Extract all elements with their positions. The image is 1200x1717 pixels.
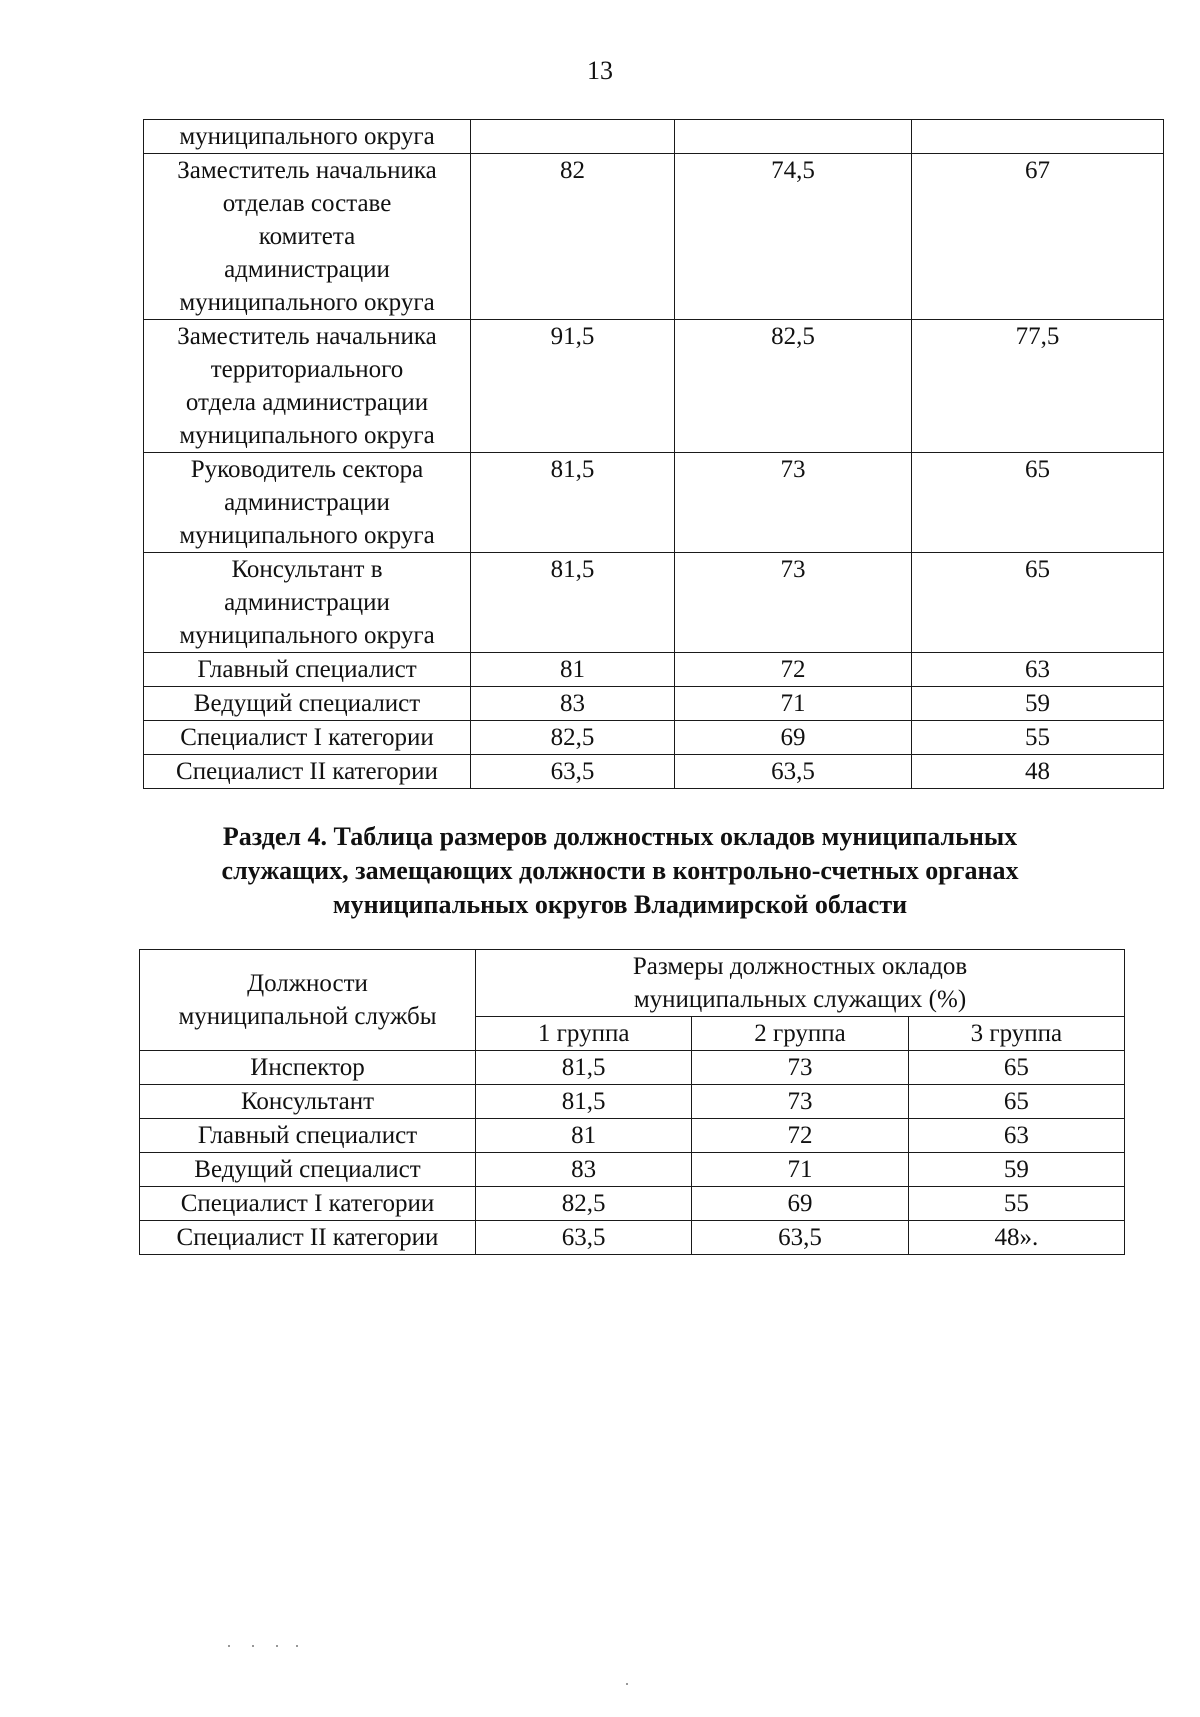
position-cell-line: муниципального округа <box>179 522 435 549</box>
table-row <box>144 453 1164 553</box>
group-1-value-cell: 81,5 <box>476 1051 692 1085</box>
position-cell: Специалист I категории <box>140 1187 476 1221</box>
group-3-value-cell: 65 <box>912 453 1164 553</box>
table-row <box>144 320 1164 453</box>
position-cell-line: Консультант в <box>231 556 383 583</box>
position-cell-line: Специалист II категории <box>176 758 438 785</box>
group-1-value-cell: 81,5 <box>471 553 675 653</box>
salary-column-header-line: Размеры должностных окладов <box>632 953 968 980</box>
position-cell-line: Ведущий специалист <box>193 690 421 717</box>
position-cell-line: Главный специалист <box>197 656 417 683</box>
table-row <box>144 553 1164 653</box>
group-2-header: 2 группа <box>692 1017 908 1051</box>
group-2-value-cell: 73 <box>675 553 912 653</box>
position-cell-line: Специалист I категории <box>180 724 434 751</box>
group-2-value-cell: 74,5 <box>675 154 912 320</box>
position-cell <box>144 320 471 453</box>
group-1-value-cell <box>471 120 675 154</box>
position-cell-line: муниципального округа <box>179 123 435 150</box>
position-cell <box>144 154 471 320</box>
position-cell-line: Руководитель сектора <box>190 456 424 483</box>
group-1-value-cell: 63,5 <box>476 1221 692 1255</box>
group-1-value-cell: 82 <box>471 154 675 320</box>
group-2-value-cell: 73 <box>692 1051 908 1085</box>
position-cell-line: муниципального округа <box>179 289 435 316</box>
group-1-value-cell: 81 <box>471 653 675 687</box>
position-cell <box>144 755 471 789</box>
group-1-value-cell: 83 <box>476 1153 692 1187</box>
table-row <box>140 1153 1125 1187</box>
scan-speck <box>252 1645 254 1647</box>
group-2-value-cell: 71 <box>675 687 912 721</box>
group-1-value-cell: 63,5 <box>471 755 675 789</box>
group-1-value-cell: 81,5 <box>476 1085 692 1119</box>
control-audit-salary-table-head <box>140 950 1125 1051</box>
position-cell-line: отдела администрации <box>185 389 429 416</box>
group-3-value-cell: 48». <box>908 1221 1124 1255</box>
group-3-value-cell: 77,5 <box>912 320 1164 453</box>
group-3-value-cell: 55 <box>912 721 1164 755</box>
position-column-header <box>140 950 476 1051</box>
scan-speck <box>626 1683 628 1685</box>
position-cell <box>144 120 471 154</box>
table-row <box>144 653 1164 687</box>
table-row <box>140 1119 1125 1153</box>
scan-speck <box>296 1645 298 1647</box>
group-2-value-cell: 73 <box>675 453 912 553</box>
group-2-value-cell: 63,5 <box>675 755 912 789</box>
control-audit-salary-table <box>139 949 1125 1255</box>
group-2-value-cell <box>675 120 912 154</box>
group-3-value-cell: 59 <box>908 1153 1124 1187</box>
position-column-header-line: Должности <box>247 970 368 997</box>
group-1-value-cell: 82,5 <box>471 721 675 755</box>
group-3-value-cell: 65 <box>908 1051 1124 1085</box>
salary-table-continuation <box>143 119 1164 789</box>
position-cell <box>144 553 471 653</box>
group-1-header: 1 группа <box>476 1017 692 1051</box>
group-1-value-cell: 91,5 <box>471 320 675 453</box>
scan-speck <box>228 1645 230 1647</box>
position-cell <box>144 687 471 721</box>
position-column-header-line: муниципальной службы <box>178 1003 437 1030</box>
group-1-value-cell: 81,5 <box>471 453 675 553</box>
position-cell: Инспектор <box>140 1051 476 1085</box>
position-cell-line: комитета <box>258 223 356 250</box>
group-2-value-cell: 82,5 <box>675 320 912 453</box>
position-cell-line: Заместитель начальника <box>177 323 437 350</box>
group-1-value-cell: 82,5 <box>476 1187 692 1221</box>
position-cell-line: отделав составе <box>222 190 392 217</box>
group-3-value-cell: 63 <box>912 653 1164 687</box>
group-2-value-cell: 63,5 <box>692 1221 908 1255</box>
group-2-value-cell: 72 <box>692 1119 908 1153</box>
position-cell <box>144 453 471 553</box>
scan-speck <box>276 1645 278 1647</box>
group-3-value-cell: 67 <box>912 154 1164 320</box>
position-cell <box>144 653 471 687</box>
group-3-header: 3 группа <box>908 1017 1124 1051</box>
position-cell-line: администрации <box>224 589 390 616</box>
position-cell-line: муниципального округа <box>179 422 435 449</box>
table-row <box>144 721 1164 755</box>
section-4-title-line: Раздел 4. Таблица размеров должностных окладов муниципальных <box>222 822 1018 851</box>
salary-table-continuation-body <box>144 120 1164 789</box>
group-1-value-cell: 83 <box>471 687 675 721</box>
group-3-value-cell: 65 <box>908 1085 1124 1119</box>
position-cell-line: Заместитель начальника <box>177 157 437 184</box>
control-audit-salary-table-body <box>140 1051 1125 1255</box>
table-row <box>144 154 1164 320</box>
position-cell: Ведущий специалист <box>140 1153 476 1187</box>
group-2-value-cell: 72 <box>675 653 912 687</box>
page-number: 13 <box>587 56 613 85</box>
section-4-title <box>160 820 1080 922</box>
group-3-value-cell: 48 <box>912 755 1164 789</box>
group-2-value-cell: 71 <box>692 1153 908 1187</box>
group-2-value-cell: 69 <box>692 1187 908 1221</box>
section-4-title-line: муниципальных округов Владимирской области <box>332 890 908 919</box>
group-2-value-cell: 73 <box>692 1085 908 1119</box>
group-3-value-cell <box>912 120 1164 154</box>
position-cell: Главный специалист <box>140 1119 476 1153</box>
group-3-value-cell: 63 <box>908 1119 1124 1153</box>
group-2-value-cell: 69 <box>675 721 912 755</box>
position-cell-line: территориального <box>210 356 404 383</box>
group-1-value-cell: 81 <box>476 1119 692 1153</box>
position-cell-line: администрации <box>224 256 390 283</box>
table-row <box>140 1051 1125 1085</box>
table-row <box>144 120 1164 154</box>
salary-column-header-line: муниципальных служащих (%) <box>633 986 967 1013</box>
table-row <box>144 687 1164 721</box>
table-row <box>140 1085 1125 1119</box>
group-3-value-cell: 55 <box>908 1187 1124 1221</box>
table-row <box>144 755 1164 789</box>
position-cell: Специалист II категории <box>140 1221 476 1255</box>
table-row <box>140 1187 1125 1221</box>
position-cell <box>144 721 471 755</box>
salary-column-header <box>476 950 1125 1017</box>
group-3-value-cell: 59 <box>912 687 1164 721</box>
section-4-title-line: служащих, замещающих должности в контрольно-счетных органах <box>221 856 1019 885</box>
position-cell-line: администрации <box>224 489 390 516</box>
table-row <box>140 1221 1125 1255</box>
table-header-row <box>140 950 1125 1017</box>
group-3-value-cell: 65 <box>912 553 1164 653</box>
position-cell: Консультант <box>140 1085 476 1119</box>
position-cell-line: муниципального округа <box>179 622 435 649</box>
